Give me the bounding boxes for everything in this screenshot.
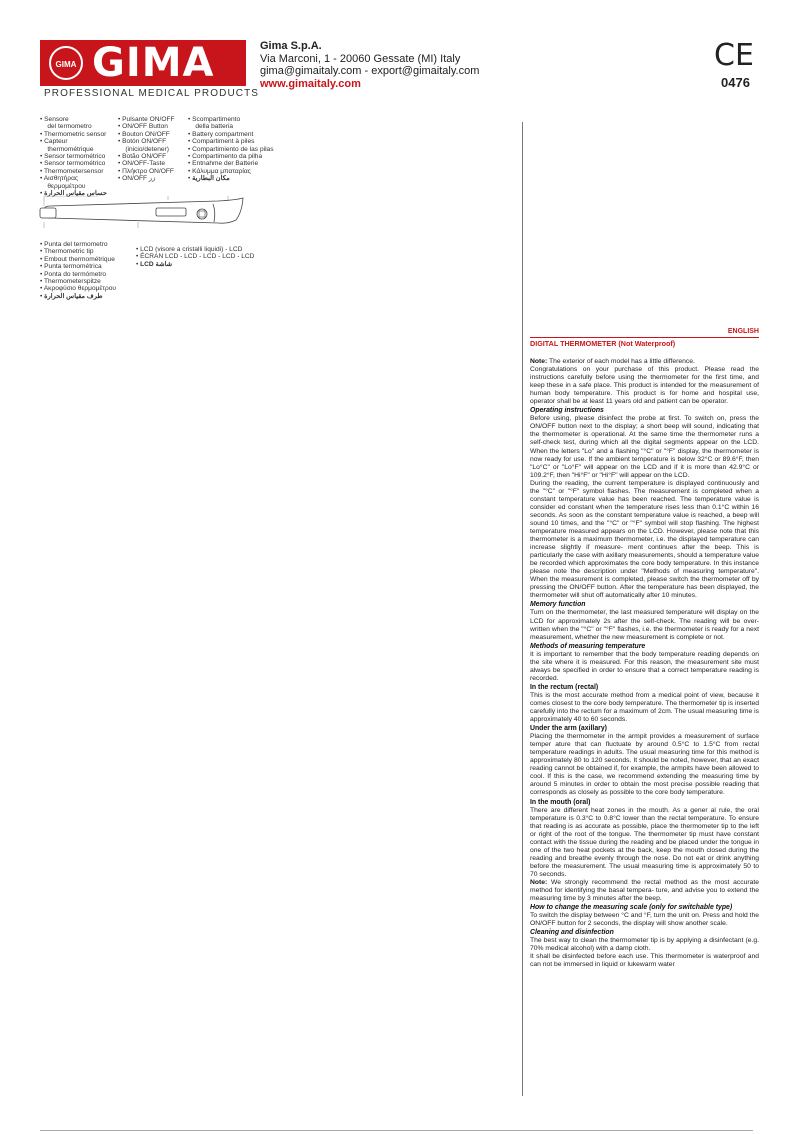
company-info [260, 40, 479, 90]
operating-paragraph-2: During the reading, the current temperature is displayed continuously and the "°C" or "°F" symbol flashes. The measurement is completed when a constant temperature value has been reached. The temperature value is consider ed constant when the temperature rises less than 0.1°C within 16 seconds. As soon as the constant temperature value is reached, a beep will sound 10 times, and the "°C" or "°F" symbol will stop flashing. The highest temperature measured appears on the LCD. However, please note that this thermometer is a maximum thermometer, i.e. the displayed temperature can increase slightly if measure- ment continues after the beep. This is particularly the case with axillary measurements, should a temperature value be recorded which approximates the core body temperature. In this instance please note the description under "Methods of measuring temperature". When the measurement is completed, please switch the thermometer off by pressing the ON/OFF button. After the temperature has been displayed, the thermometer will shut off automatically after 10 minutes. [530, 479, 759, 600]
arm-paragraph: Placing the thermometer in the armpit provides a measurement of surface temper ature that can fluctuate by around 0.5°C to 1.5°C from rectal temperature readings in adults. The usual measuring time for this method is approximately 80 to 120 seconds. It should be noted, however, that an exact reading cannot be obtained if, for example, the armpits have been allowed to cool. If this is the case, we recommend extending the measuring time by around 5 minutes in order to obtain the most precise possible reading that corresponds as closely as possible to the core body temperature. [530, 733, 759, 797]
cleaning-heading: Cleaning and disinfection [530, 929, 614, 937]
gima-emblem-icon: GIMA [49, 46, 83, 80]
label-line: • حساس مقياس الحرارة [40, 190, 107, 198]
label-line: • Thermometerspitze [40, 278, 101, 286]
note-paragraph: Note: The exterior of each model has a little difference. [530, 358, 695, 365]
label-line: • Scompartimento [188, 116, 241, 123]
methods-heading: Methods of measuring temperature [530, 642, 646, 650]
scale-paragraph: To switch the display between °C and °F, turn the unit on. Press and hold the ON/OFF button for 2 seconds, the display will show another scale. [530, 912, 759, 928]
gima-logo [40, 40, 246, 86]
mouth-paragraph: There are different heat zones in the mouth. As a gener al rule, the oral temperature is 0.3°C to 0.8°C lower than the rectal temperature. To ensure that reading is as accurate as possible, place the thermometer tip to the left or right of the root of the tongue. The thermometer tip must have constant contact with the tissue during the reading and be placed under the tongue in one of the two heat pockets at the back, keep the mouth closed during the reading and breathe evenly through the nose. Do not eat or drink anything before the measurement. The usual measuring time is approximately 50 to 70 seconds. [530, 806, 759, 878]
label-line: • Botão ON/OFF [118, 153, 167, 161]
label-line: thermométrique [45, 145, 94, 153]
note2-paragraph: Note: We strongly recommend the rectal method as the most accurate method for identifying the basal tempera- ture, and advise you to extend the measuring time by 3 minutes after the beep. [530, 879, 759, 903]
label-line: • Αισθητήρας [40, 175, 79, 183]
rectum-paragraph: This is the most accurate method from a medical point of view, because it comes closest to the core body temperature. The thermometer tip is inserted carefully into the rectum for a maximum of 2cm. The usual measuring time is approximately 40 to 60 seconds. [530, 691, 759, 724]
label-line: • Ponta do termómetro [40, 270, 107, 278]
arm-heading: Under the arm (axillary) [530, 725, 607, 733]
label-line: • Κάλυμμα μπαταρίας [188, 167, 251, 175]
on-off-labels [118, 116, 175, 183]
language-heading: ENGLISH [727, 328, 759, 335]
label-line: • Sensor termométrico [40, 153, 106, 161]
label-line: • ON/OFF-Taste [118, 160, 166, 168]
tagline: PROFESSIONAL MEDICAL PRODUCTS [44, 88, 260, 99]
label-line: (inicio/detener) [123, 145, 169, 153]
notified-body-number: 0476 [721, 75, 750, 90]
label-line: • Embout thermométrique [40, 255, 115, 263]
document-title: DIGITAL THERMOMETER (Not Waterproof) [530, 339, 676, 348]
lcd-window [156, 208, 186, 216]
label-line: • Pulsante ON/OFF [118, 116, 175, 123]
label-line: • Botón ON/OFF [118, 138, 167, 146]
label-line: • ON/OFF Button [118, 123, 168, 131]
scale-heading: How to change the measuring scale (only for switchable type) [530, 904, 733, 912]
company-email[interactable]: gima@gimaitaly.com - export@gimaitaly.com [260, 65, 480, 77]
label-line: • طرف مقياس الحرارة [40, 292, 103, 300]
logo-wordmark: GIMA [92, 40, 215, 86]
company-website[interactable]: www.gimaitaly.com [260, 77, 361, 90]
battery-labels [188, 116, 274, 183]
rectum-heading: In the rectum (rectal) [530, 683, 599, 691]
label-line: • Punta termométrica [40, 263, 102, 271]
cleaning-paragraph-2: It shall be disinfected before each use. This thermometer is waterproof and can not be immersed in liquid or lukewarm water [530, 953, 759, 969]
sensor-labels [40, 116, 107, 197]
label-line: • LCD شاشة [136, 260, 173, 268]
label-line: • LCD (visore a cristalli liquidi) - LCD [136, 246, 243, 253]
operating-heading: Operating instructions [530, 407, 604, 415]
label-line: • Compartiment à piles [188, 138, 255, 146]
label-line: • Ακροφύσιο θερμομέτρου [40, 285, 117, 293]
label-line: • Πλήκτρο ON/OFF [118, 167, 174, 175]
label-line: • Compartimiento de las pilas [188, 145, 274, 153]
tip-labels [40, 241, 116, 300]
thermometer-diagram [38, 196, 248, 228]
label-line: del termometro [45, 123, 92, 131]
label-line: • Compartimento da pilha [188, 153, 263, 161]
label-line: • Capteur [40, 138, 68, 146]
title-rule [530, 337, 759, 338]
label-line: • Sensor termométrico [40, 160, 106, 168]
label-line: della batteria [193, 123, 234, 131]
bottom-rule [40, 1130, 753, 1131]
label-line: • Thermometric tip [40, 248, 94, 256]
label-line: • Bouton ON/OFF [118, 130, 170, 138]
label-line: • Thermometric sensor [40, 130, 107, 138]
label-line: θερμομέτρου [45, 182, 86, 190]
thermometer-body [44, 198, 243, 223]
label-line: • Battery compartment [188, 130, 254, 138]
label-line: • مكان البطارية [188, 175, 230, 183]
column-divider [522, 122, 523, 1096]
thermometer-tip [40, 208, 56, 218]
intro-paragraph: Congratulations on your purchase of this product. Please read the instructions carefully before using the thermometer for the first time, and keep these in a safe place. This product is intended for the measurement of human body temperature. This product is for home and hospital use, operator shall be at least 11 years old and patient can be operator. [530, 366, 759, 406]
label-line: • Punta del termometro [40, 241, 108, 248]
lcd-labels [136, 246, 254, 268]
ce-mark: CE [714, 38, 754, 73]
methods-paragraph: It is important to remember that the body temperature reading depends on the site where it is measured. For this reason, the measurement site must always be specified in order to ensure that a correct temperature reading is recorded. [530, 650, 759, 682]
cleaning-paragraph-1: The best way to clean the thermometer tip is by applying a disinfectant (e.g. 70% medical alcohol) with a damp cloth. [530, 937, 759, 953]
label-line: • ÉCRAN LCD - LCD - LCD - LCD - LCD [136, 253, 255, 261]
mouth-heading: In the mouth (oral) [530, 798, 591, 806]
document-body [530, 358, 759, 970]
company-address: Via Marconi, 1 - 20060 Gessate (MI) Italy [260, 52, 461, 65]
label-line: • Thermometersensor [40, 167, 104, 175]
memory-heading: Memory function [530, 601, 586, 609]
label-line: • ON/OFF زر [118, 175, 156, 183]
label-line: • Sensore [40, 116, 69, 123]
company-name: Gima S.p.A. [260, 40, 322, 52]
label-line: • Entnahme der Batterie [188, 160, 259, 168]
operating-paragraph-1: Before using, please disinfect the probe at first. To switch on, press the ON/OFF button next to the display; a short beep will sound, indicating that the thermometer is operational. At the same time the thermometer runs a self-check test, during which all the digital segments appear on the LCD. When the letters "Lo" and a flashing "°C" or "°F" display, the thermometer is now ready for use. If the ambient temperature is below 32°C or 89.6°F, then "Lo°C" or "Lo°F" will appear on the LCD and if it is more than 42.9°C or 109.2°F, then "Hi°F" or "Hi°F" will appear on the LCD. [530, 415, 759, 479]
memory-paragraph: Turn on the thermometer, the last measured temperature will display on the LCD for approximately 2s after the self-check. The reading will be over-written when the "°C" or "°F" flashes, i.e. the thermometer is ready for a next measurement, whether the new measurement is complete or not. [530, 609, 759, 641]
on-off-button-icon [197, 209, 207, 219]
